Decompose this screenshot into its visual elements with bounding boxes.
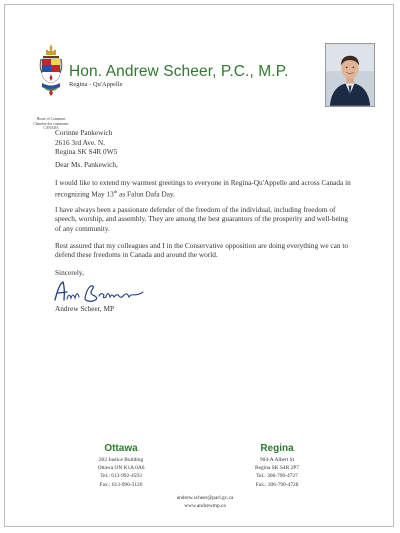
signer-name: Andrew Scheer, MP (55, 304, 115, 313)
ordinal-suffix: th (113, 189, 118, 195)
office-title-regina: Regina (260, 443, 294, 454)
crest-caption-line: CANADA (43, 126, 59, 131)
office-line: 904-A Albert St (259, 457, 295, 463)
recipient-address (55, 128, 117, 157)
closing: Sincerely, (55, 268, 84, 277)
salutation: Dear Ms. Pankewich, (55, 160, 118, 169)
office-line: 202 Justice Building (98, 457, 144, 463)
letter-page (4, 4, 394, 527)
crest-caption-line: Chambre des communes (33, 121, 69, 126)
recipient-city: Regina SK S4R 0W5 (55, 147, 118, 157)
office-address-regina (231, 456, 323, 489)
recipient-street: 2616 3rd Ave. N. (55, 137, 105, 147)
handwritten-signature (51, 278, 147, 306)
office-line: Tel.: 306-790-4727 (256, 473, 298, 480)
office-line: Ottawa ON K1A 0A6 (97, 465, 145, 472)
contact-info (155, 494, 255, 510)
portrait-photo (325, 43, 375, 107)
paragraph-greeting (55, 178, 355, 199)
office-line: Fax.: 306-790-4728 (255, 481, 299, 488)
paragraph-assurance: Rest assured that my colleagues and I in the Conservative opposition are doing everything we can to defend these freedoms in Canada and around the world. (55, 241, 349, 260)
office-line: Regina SK S4R 2P7 (255, 465, 299, 472)
office-title-ottawa: Ottawa (104, 443, 138, 454)
paragraph-greeting-end: as Falun Dafa Day. (117, 189, 175, 199)
email-address: andrew.scheer@parl.gc.ca (176, 495, 234, 501)
office-line: Fax.: 613-996-3120 (99, 481, 143, 488)
office-line: Tel.: 613-992-4593 (100, 473, 142, 480)
paragraph-greeting-text: I would like to extend my warmest greetings to everyone in Regina-Qu'Appelle and across Canada in recognizing May 13 (55, 178, 351, 199)
letterhead-name: Hon. Andrew Scheer, P.C., M.P. (69, 63, 289, 80)
letterhead-riding: Regina - Qu'Appelle (69, 81, 123, 88)
office-address-ottawa (75, 456, 167, 489)
recipient-name: Corinne Pankewich (55, 128, 113, 137)
house-of-commons-crest-icon (39, 43, 63, 115)
website-address: www.andrewmp.ca (184, 503, 226, 509)
crest-caption-line: House of Commons (36, 117, 66, 121)
paragraph-freedoms: I have always been a passionate defender of the freedom of the individual, including freedom of speech, worship, and assembly. They are among the best guarantors of the prosperity and well-being of any community. (55, 205, 349, 233)
